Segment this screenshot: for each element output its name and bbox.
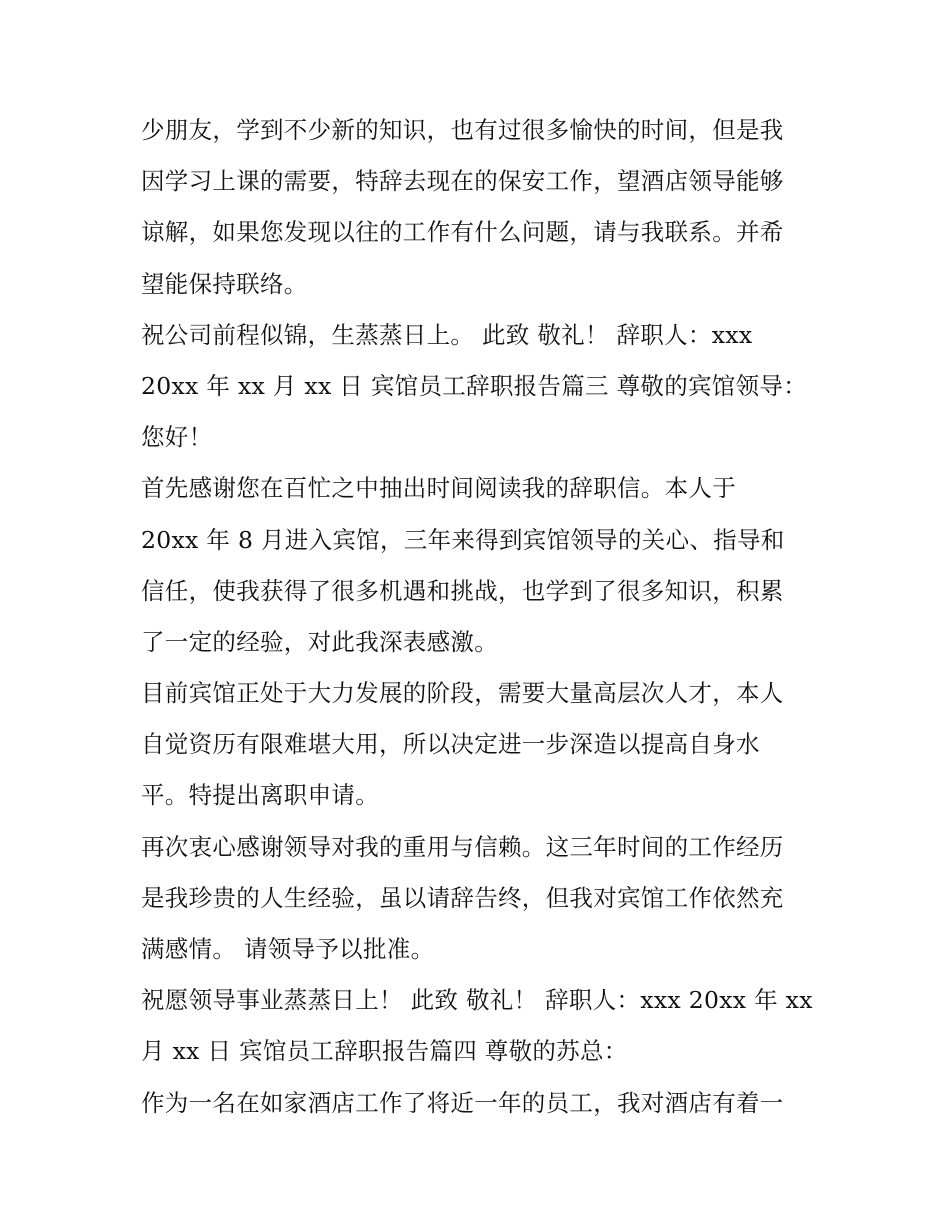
text-line: 平。特提出离职申请。	[141, 781, 379, 810]
text-line: 作为一名在如家酒店工作了将近一年的员工，我对酒店有着一	[141, 1088, 784, 1117]
text-line: 祝愿领导事业蒸蒸日上！ 此致 敬礼！ 辞职人：xxx 20xx 年 xx	[141, 986, 813, 1015]
text-line: 您好！	[141, 423, 213, 452]
text-line: 望能保持联络。	[141, 269, 308, 298]
text-line: 目前宾馆正处于大力发展的阶段，需要大量高层次人才，本人	[141, 679, 784, 708]
text-line: 20xx 年 8 月进入宾馆，三年来得到宾馆领导的关心、指导和	[141, 525, 785, 554]
text-line: 首先感谢您在百忙之中抽出时间阅读我的辞职信。本人于	[141, 474, 736, 503]
text-line: 信任，使我获得了很多机遇和挑战，也学到了很多知识，积累	[141, 576, 784, 605]
text-line: 20xx 年 xx 月 xx 日 宾馆员工辞职报告篇三 尊敬的宾馆领导：	[141, 371, 808, 400]
text-line: 因学习上课的需要，特辞去现在的保安工作，望酒店领导能够	[141, 167, 784, 196]
text-line: 谅解，如果您发现以往的工作有什么问题，请与我联系。并希	[141, 218, 784, 247]
text-line: 自觉资历有限难堪大用，所以决定进一步深造以提高自身水	[141, 730, 760, 759]
text-line: 月 xx 日 宾馆员工辞职报告篇四 尊敬的苏总：	[141, 1037, 628, 1066]
document-body	[141, 105, 821, 1129]
text-line: 是我珍贵的人生经验，虽以请辞告终，但我对宾馆工作依然充	[141, 883, 784, 912]
text-line: 再次衷心感谢领导对我的重用与信赖。这三年时间的工作经历	[141, 832, 784, 861]
text-line: 祝公司前程似锦，生蒸蒸日上。 此致 敬礼！ 辞职人：xxx	[141, 320, 753, 349]
text-line: 了一定的经验，对此我深表感激。	[141, 627, 498, 656]
text-line: 少朋友，学到不少新的知识，也有过很多愉快的时间，但是我	[141, 116, 784, 144]
text-line: 满感情。 请领导予以批准。	[141, 935, 435, 963]
